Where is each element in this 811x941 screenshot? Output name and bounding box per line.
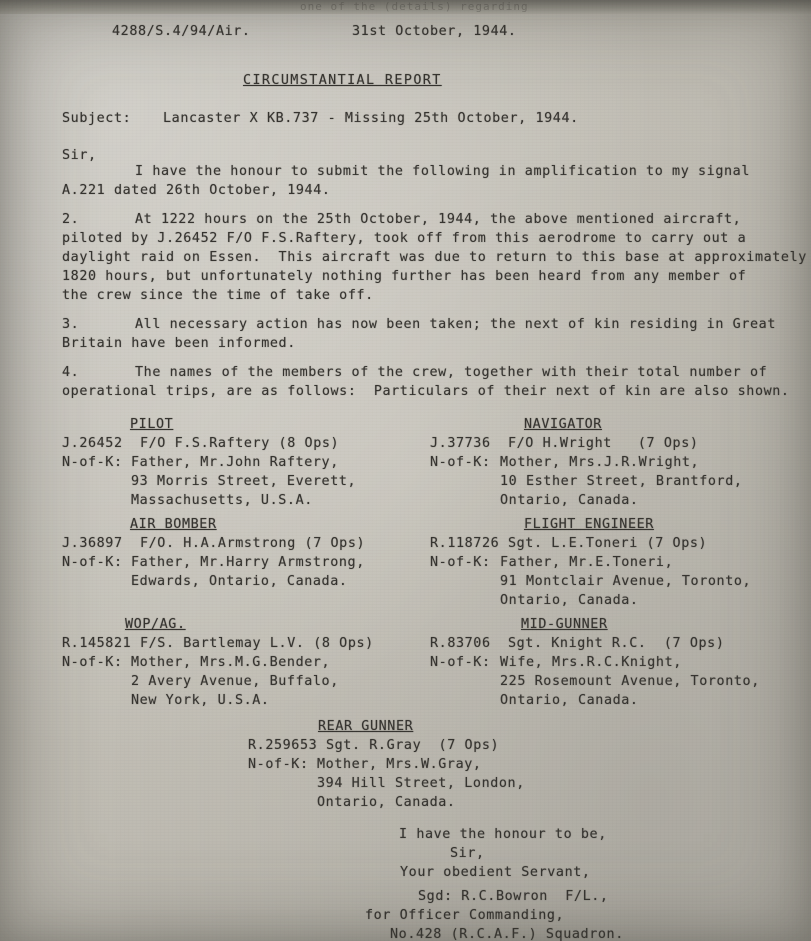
crew-role-rear-gunner: REAR GUNNER — [318, 719, 414, 734]
crew-role-air-bomber: AIR BOMBER — [130, 517, 217, 532]
crew-nok-line-wop-ag-3: New York, U.S.A. — [131, 693, 270, 708]
subject-text: Lancaster X KB.737 - Missing 25th October, 1944. — [163, 111, 579, 126]
crew-nok-line-pilot-1: Father, Mr.John Raftery, — [131, 455, 339, 470]
crew-nok-label-navigator: N-of-K: — [430, 455, 491, 470]
crew-role-wop-ag: WOP/AG. — [125, 617, 186, 632]
faint-top-text: one of the (details) regarding — [300, 0, 529, 13]
para2-line5: the crew since the time of take off. — [62, 288, 374, 303]
crew-nok-line-flight-engineer-1: Father, Mr.E.Toneri, — [500, 555, 674, 570]
signature-line: Sgd: R.C.Bowron F/L., — [418, 889, 609, 904]
document-date: 31st October, 1944. — [352, 24, 517, 39]
crew-nok-line-air-bomber-1: Father, Mr.Harry Armstrong, — [131, 555, 365, 570]
crew-nok-line-rear-gunner-2: 394 Hill Street, London, — [317, 776, 525, 791]
crew-nok-line-mid-gunner-2: 225 Rosemount Avenue, Toronto, — [500, 674, 760, 689]
para3-number: 3. — [62, 317, 80, 332]
crew-service-rear-gunner: R.259653 Sgt. R.Gray (7 Ops) — [248, 738, 500, 753]
crew-nok-line-pilot-2: 93 Morris Street, Everett, — [131, 474, 357, 489]
crew-nok-line-flight-engineer-2: 91 Montclair Avenue, Toronto, — [500, 574, 752, 589]
crew-role-flight-engineer: FLIGHT ENGINEER — [524, 517, 654, 532]
para3-line1: All necessary action has now been taken; the next of kin residing in Great — [135, 317, 776, 332]
crew-nok-line-navigator-1: Mother, Mrs.J.R.Wright, — [500, 455, 700, 470]
para2-line2: piloted by J.26452 F/O F.S.Raftery, took off from this aerodrome to carry out a — [62, 231, 747, 246]
crew-nok-line-air-bomber-2: Edwards, Ontario, Canada. — [131, 574, 348, 589]
crew-role-mid-gunner: MID-GUNNER — [521, 617, 608, 632]
crew-nok-line-mid-gunner-3: Ontario, Canada. — [500, 693, 639, 708]
crew-nok-line-rear-gunner-3: Ontario, Canada. — [317, 795, 456, 810]
crew-nok-line-wop-ag-2: 2 Avery Avenue, Buffalo, — [131, 674, 339, 689]
reference-number: 4288/S.4/94/Air. — [112, 24, 251, 39]
para1-line2: A.221 dated 26th October, 1944. — [62, 183, 331, 198]
closing-line-5: for Officer Commanding, — [365, 908, 565, 923]
crew-nok-line-flight-engineer-3: Ontario, Canada. — [500, 593, 639, 608]
crew-nok-line-pilot-3: Massachusetts, U.S.A. — [131, 493, 313, 508]
closing-line-6: No.428 (R.C.A.F.) Squadron. — [390, 927, 624, 941]
para4-number: 4. — [62, 365, 80, 380]
crew-nok-label-air-bomber: N-of-K: — [62, 555, 123, 570]
crew-service-mid-gunner: R.83706 Sgt. Knight R.C. (7 Ops) — [430, 636, 725, 651]
crew-nok-line-navigator-2: 10 Esther Street, Brantford, — [500, 474, 743, 489]
crew-nok-label-mid-gunner: N-of-K: — [430, 655, 491, 670]
closing-line-1: I have the honour to be, — [399, 827, 607, 842]
crew-nok-line-navigator-3: Ontario, Canada. — [500, 493, 639, 508]
para3-line2: Britain have been informed. — [62, 336, 296, 351]
crew-service-wop-ag: R.145821 F/S. Bartlemay L.V. (8 Ops) — [62, 636, 374, 651]
closing-line-2: Sir, — [450, 846, 485, 861]
para1-line1: I have the honour to submit the following in amplification to my signal — [135, 164, 750, 179]
para2-line3: daylight raid on Essen. This aircraft was due to return to this base at approximately — [62, 250, 807, 265]
closing-line-3: Your obedient Servant, — [400, 865, 591, 880]
crew-service-flight-engineer: R.118726 Sgt. L.E.Toneri (7 Ops) — [430, 536, 708, 551]
salutation: Sir, — [62, 148, 97, 163]
crew-nok-label-rear-gunner: N-of-K: — [248, 757, 309, 772]
crew-nok-label-pilot: N-of-K: — [62, 455, 123, 470]
para4-line1: The names of the members of the crew, together with their total number of — [135, 365, 768, 380]
crew-nok-line-wop-ag-1: Mother, Mrs.M.G.Bender, — [131, 655, 331, 670]
crew-nok-line-mid-gunner-1: Wife, Mrs.R.C.Knight, — [500, 655, 682, 670]
subject-label: Subject: — [62, 111, 132, 126]
crew-service-navigator: J.37736 F/O H.Wright (7 Ops) — [430, 436, 699, 451]
crew-nok-line-rear-gunner-1: Mother, Mrs.W.Gray, — [317, 757, 482, 772]
para2-line1: At 1222 hours on the 25th October, 1944, the above mentioned aircraft, — [135, 212, 742, 227]
document-title: CIRCUMSTANTIAL REPORT — [243, 73, 442, 88]
para2-line4: 1820 hours, but unfortunately nothing further has been heard from any member of — [62, 269, 747, 284]
para2-number: 2. — [62, 212, 80, 227]
crew-service-air-bomber: J.36897 F/O. H.A.Armstrong (7 Ops) — [62, 536, 366, 551]
crew-service-pilot: J.26452 F/O F.S.Raftery (8 Ops) — [62, 436, 340, 451]
crew-role-pilot: PILOT — [130, 417, 174, 432]
crew-role-navigator: NAVIGATOR — [524, 417, 602, 432]
crew-nok-label-flight-engineer: N-of-K: — [430, 555, 491, 570]
para4-line2: operational trips, are as follows: Particulars of their next of kin are also shown. — [62, 384, 790, 399]
crew-nok-label-wop-ag: N-of-K: — [62, 655, 123, 670]
